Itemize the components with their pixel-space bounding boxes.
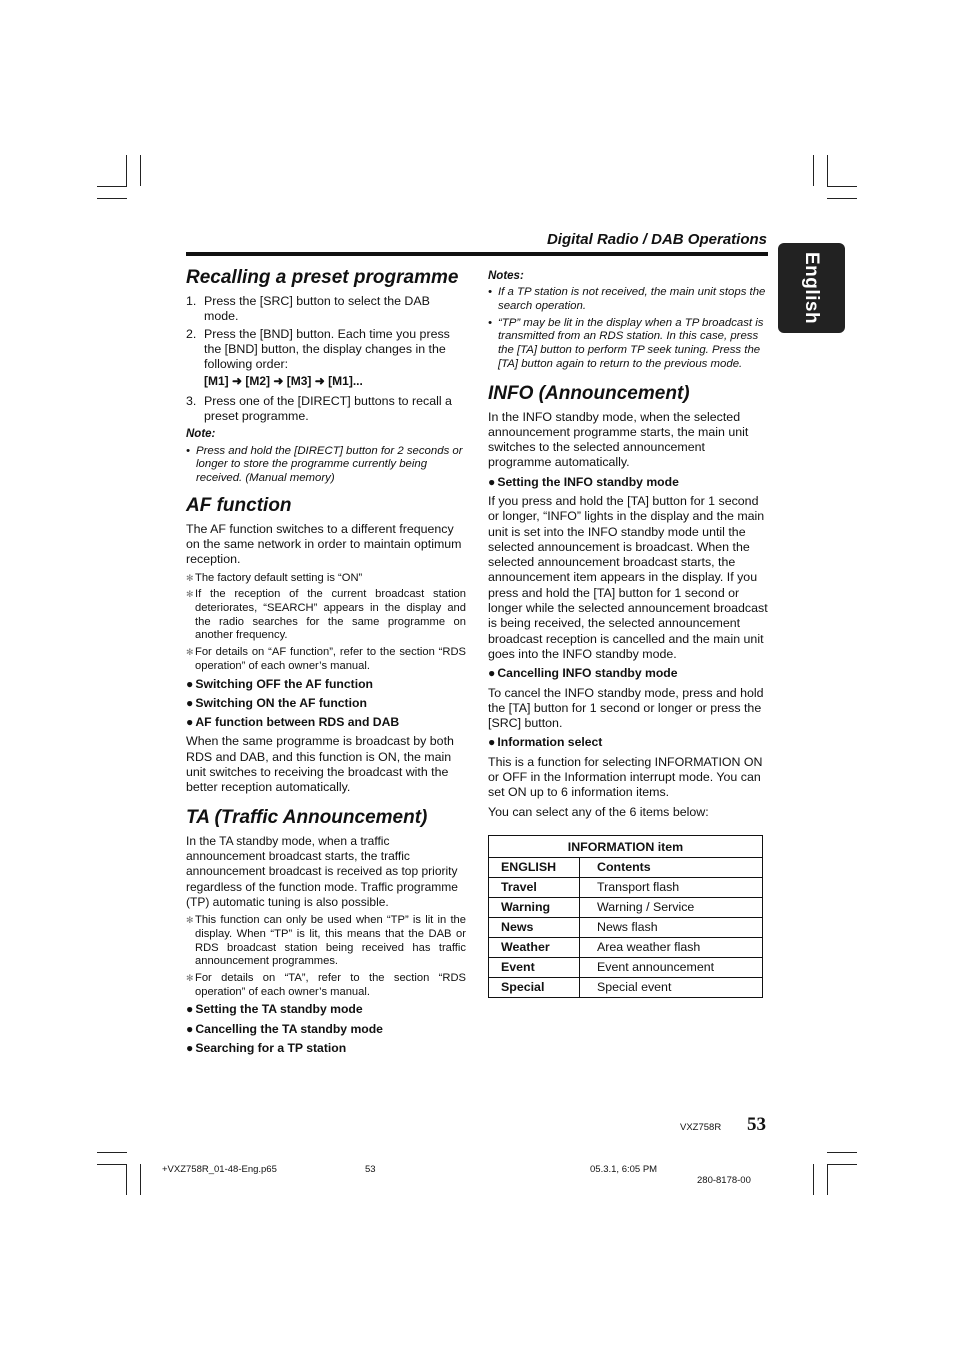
recall-step: 1. Press the [SRC] button to select the DAB mode. xyxy=(186,294,430,324)
crop-mark xyxy=(126,155,127,186)
table-row xyxy=(489,878,763,898)
crop-mark xyxy=(813,155,814,186)
info-bullet: ● Information select xyxy=(488,735,603,750)
info-set-body: If you press and hold the [TA] button for 1 second or longer, “INFO” lights in the display and the main unit is set into the INFO standby mode until the selected announcement is broadcast. When the selected announcement broadcast starts, the announcement item appears in the display. If you press and hold the [TA] button for 1 second or longer while the selected announcement broadcast is being received, the selected announcement broadcast reception is cancelled and the main unit goes into the INFO standby mode. xyxy=(488,494,768,661)
af-note: ✻ If the reception of the current broadcast station deteriorates, “SEARCH” appears in the display and the radio searches for the same programme on another frequency. xyxy=(186,588,466,642)
table-row xyxy=(489,918,763,938)
crop-mark xyxy=(827,1164,828,1195)
recall-note-heading: Note: xyxy=(186,428,216,441)
page-number: 53 xyxy=(747,1114,766,1135)
ta-note: ✻ For details on “TA”, refer to the section “RDS operation” of each owner’s manual. xyxy=(186,971,466,998)
right-notes-heading: Notes: xyxy=(488,270,524,282)
info-cancel-body: To cancel the INFO standby mode, press and hold the [TA] button for 1 second or longer or press the [SRC] button. xyxy=(488,685,764,731)
ta-bullet: ● Setting the TA standby mode xyxy=(186,1002,363,1017)
table-cell: News xyxy=(489,918,580,938)
table-row xyxy=(489,938,763,958)
table-header-cell: ENGLISH xyxy=(489,858,580,878)
info-bullet: ● Cancelling INFO standby mode xyxy=(488,666,678,681)
section-header: Digital Radio / DAB Operations xyxy=(546,231,767,248)
recall-steps-cont xyxy=(186,394,466,425)
recall-step: 2. Press the [BND] button. Each time you press the [BND] button, the display changes in the following order: xyxy=(186,326,450,372)
crop-mark xyxy=(126,1164,127,1195)
crop-mark xyxy=(813,1164,814,1195)
crop-mark xyxy=(827,1152,857,1153)
table-row xyxy=(489,958,763,978)
header-rule xyxy=(186,252,768,256)
table-cell: Warning xyxy=(489,898,580,918)
ta-bullet: ● Cancelling the TA standby mode xyxy=(186,1021,383,1036)
info-intro: In the INFO standby mode, when the selected announcement programme starts, the main unit switches to the selected announcement programme automatically. xyxy=(488,409,749,470)
crop-mark xyxy=(827,186,857,187)
language-tab-label: English xyxy=(801,251,822,325)
table-cell: Special xyxy=(489,978,580,998)
table-header-cell: Contents xyxy=(580,858,763,878)
table-row xyxy=(489,898,763,918)
af-note: ✻ For details on “AF function”, refer to the section “RDS operation” of each owner’s manual. xyxy=(186,646,466,672)
table-cell: Event announcement xyxy=(580,958,763,978)
file-page: 53 xyxy=(365,1164,376,1175)
crop-mark xyxy=(827,1164,857,1165)
af-intro: The AF function switches to a different frequency on the same network in order to maintain optimum reception. xyxy=(186,521,462,567)
info-bullet: ● Setting the INFO standby mode xyxy=(488,474,679,489)
table-cell: Transport flash xyxy=(580,878,763,898)
info-select-body: This is a function for selecting INFORMATION ON or OFF in the Information interrupt mode. You can set ON up to 6 information items. xyxy=(488,754,763,800)
table-cell: News flash xyxy=(580,918,763,938)
crop-mark xyxy=(97,186,127,187)
table-cell: Travel xyxy=(489,878,580,898)
memory-sequence: [M1] ➜ [M2] ➜ [M3] ➜ [M1]... xyxy=(204,374,363,389)
language-tab xyxy=(778,243,845,333)
part-code: 280-8178-00 xyxy=(697,1175,751,1186)
crop-mark xyxy=(827,155,828,186)
recall-heading: Recalling a preset programme xyxy=(186,267,459,288)
table-cell: Area weather flash xyxy=(580,938,763,958)
af-note: ✻ The factory default setting is “ON” xyxy=(186,571,363,584)
table-cell: Event xyxy=(489,958,580,978)
recall-step: 3. Press one of the [DIRECT] buttons to recall a preset programme. xyxy=(186,393,452,424)
file-name: +VXZ758R_01-48-Eng.p65 xyxy=(162,1164,277,1175)
af-body: When the same programme is broadcast by both RDS and DAB, and this function is ON, the main unit switches to receiving the broadcast with the better reception automatically. xyxy=(186,734,454,795)
af-bullet: ● Switching ON the AF function xyxy=(186,695,367,710)
ta-heading: TA (Traffic Announcement) xyxy=(186,806,428,828)
table-cell: Weather xyxy=(489,938,580,958)
right-note: • “TP” may be lit in the display when a TP broadcast is transmitted from an RDS station. In this case, press the [TA] button to perform TP seek tuning. Press the [TA] button again to return to the previous mode. xyxy=(488,316,764,370)
model-label: VXZ758R xyxy=(680,1122,722,1133)
recall-steps xyxy=(186,294,466,372)
crop-mark xyxy=(97,1164,127,1165)
table-header-row xyxy=(489,858,763,878)
crop-mark xyxy=(97,198,127,199)
info-select-body: You can select any of the 6 items below: xyxy=(488,804,709,819)
crop-mark xyxy=(827,198,857,199)
info-heading: INFO (Announcement) xyxy=(488,382,690,404)
af-heading: AF function xyxy=(186,494,292,516)
table-cell: Special event xyxy=(580,978,763,998)
table-cell: Warning / Service xyxy=(580,898,763,918)
information-table xyxy=(488,835,763,998)
crop-mark xyxy=(140,155,141,186)
af-bullet: ● Switching OFF the AF function xyxy=(186,676,373,691)
left-column xyxy=(186,262,466,1060)
table-row xyxy=(489,978,763,998)
right-column xyxy=(488,266,768,824)
right-note: • If a TP station is not received, the main unit stops the search operation. xyxy=(488,286,766,312)
ta-note: ✻ This function can only be used when “TP” is lit in the display. When “TP” is lit, this means that the DAB or RDS broadcast station being received has traffic announcement programmes. xyxy=(186,914,466,968)
af-bullet: ● AF function between RDS and DAB xyxy=(186,715,400,730)
ta-bullet: ● Searching for a TP station xyxy=(186,1040,347,1055)
crop-mark xyxy=(97,1152,127,1153)
ta-intro: In the TA standby mode, when a traffic announcement broadcast starts, the traffic announcement broadcast is received as top priority regardless of the function mode. Traffic programme (TP) automatic tuning is also possible. xyxy=(186,833,458,909)
recall-note: • Press and hold the [DIRECT] button for 2 seconds or longer to store the programme currently being received. (Manual memory) xyxy=(186,444,463,485)
crop-mark xyxy=(140,1164,141,1195)
table-title: INFORMATION item xyxy=(489,836,763,858)
timestamp: 05.3.1, 6:05 PM xyxy=(590,1164,658,1175)
